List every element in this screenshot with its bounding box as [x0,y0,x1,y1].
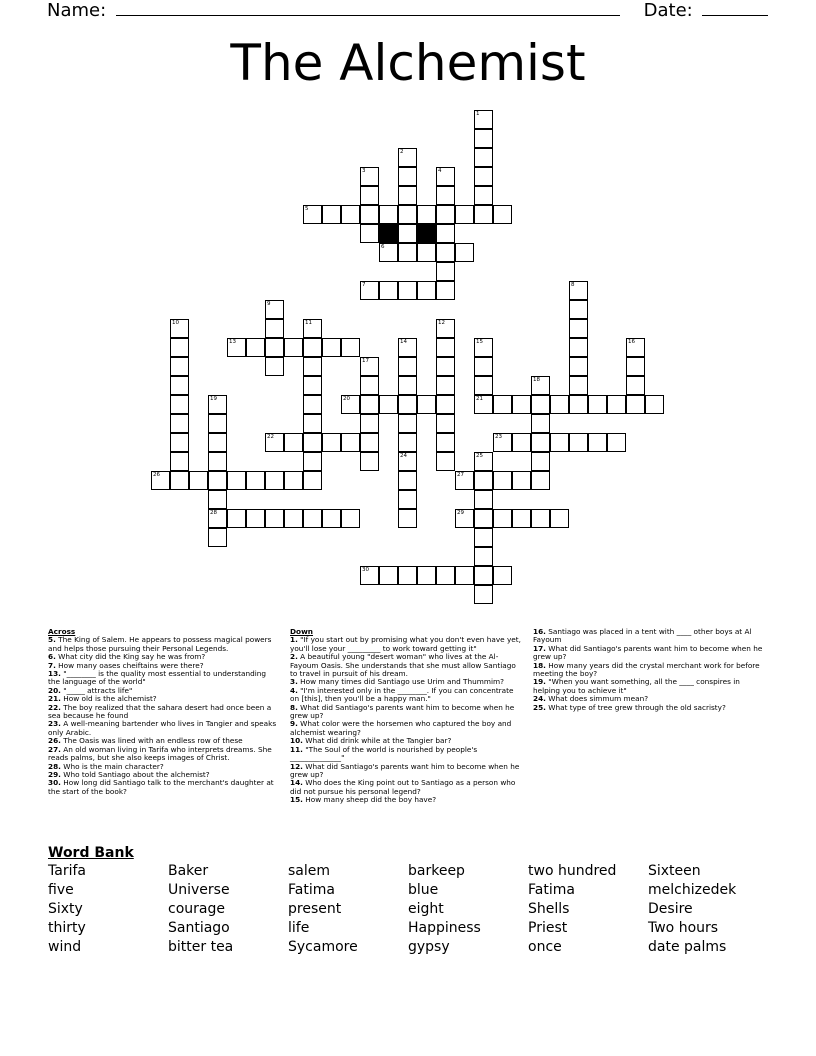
grid-cell[interactable] [303,414,322,433]
grid-cell[interactable] [569,433,588,452]
clue-number-label: 19. [533,677,546,687]
clue-text: How many years did the crystal merchant work for before meeting the boy? [533,660,760,679]
grid-cell[interactable] [227,471,246,490]
grid-cell[interactable] [398,490,417,509]
grid-cell[interactable] [474,357,493,376]
word-bank-item: two hundred [528,863,617,879]
clue-text: "If you start out by promising what you don't even have yet, you'll lose your _________ to work toward getting it" [290,635,521,653]
word-bank-item: Happiness [408,920,481,936]
grid-cell[interactable] [474,167,493,186]
clue-number-label: 22. [48,702,61,712]
clue-item [48,720,280,737]
grid-cell[interactable] [341,338,360,357]
clue-text: What did Santiago's parents want him to become when he grew up? [290,761,520,779]
grid-cell[interactable] [360,224,379,243]
word-bank-item: Sycamore [288,939,358,955]
grid-cell[interactable] [379,205,398,224]
clue-number: 19 [210,396,217,402]
grid-cell[interactable] [417,243,436,262]
clue-text: What city did the King say he was from? [55,652,206,662]
clue-text: Who is the main character? [60,761,164,771]
grid-cell[interactable] [436,281,455,300]
grid-cell[interactable] [265,509,284,528]
clue-text: How many sheep did the boy have? [302,795,437,805]
clue-number: 17 [362,358,369,364]
grid-cell[interactable] [474,129,493,148]
grid-cell[interactable] [265,338,284,357]
clue-number: 21 [476,396,483,402]
clue-number: 8 [571,282,575,288]
grid-cell[interactable] [436,205,455,224]
grid-cell[interactable] [417,395,436,414]
clue-number: 6 [381,244,385,250]
word-bank-item: Desire [648,901,693,917]
clue-item [533,704,765,712]
grid-cell[interactable] [493,395,512,414]
clue-number: 7 [362,282,366,288]
grid-cell[interactable] [360,376,379,395]
grid-cell[interactable] [531,395,550,414]
grid-cell[interactable] [474,471,493,490]
clue-number-label: 23. [48,719,61,729]
grid-cell[interactable] [436,452,455,471]
clue-text: "_____ attracts life" [60,685,133,695]
word-bank-item: Baker [168,863,209,879]
grid-cell[interactable] [436,262,455,281]
grid-cell[interactable] [493,509,512,528]
clue-number: 2 [400,149,404,155]
clue-number-label: 30. [48,778,61,788]
grid-cell[interactable] [322,338,341,357]
grid-cell[interactable] [398,205,417,224]
word-bank-item: once [528,939,562,955]
grid-cell[interactable] [170,452,189,471]
grid-cell[interactable] [474,528,493,547]
clue-number: 13 [229,339,236,345]
word-bank-item: Tarifa [48,863,86,879]
grid-cell[interactable] [284,433,303,452]
grid-cell[interactable] [474,547,493,566]
grid-cell[interactable] [170,471,189,490]
clue-number: 5 [305,206,309,212]
grid-cell[interactable] [246,509,265,528]
clue-text: What type of tree grew through the old sacristy? [545,702,726,712]
grid-cell[interactable] [531,414,550,433]
clue-number: 1 [476,111,480,117]
grid-cell[interactable] [531,433,550,452]
grid-cell[interactable] [303,433,322,452]
clue-number-label: 4. [290,685,298,695]
clue-number-label: 29. [48,769,61,779]
word-bank-item: barkeep [408,863,465,879]
grid-cell[interactable] [474,376,493,395]
grid-cell[interactable] [436,243,455,262]
clue-item [290,796,522,804]
word-bank-item: wind [48,939,82,955]
grid-cell[interactable] [588,395,607,414]
word-bank-item: blue [408,882,439,898]
word-bank-item: gypsy [408,939,450,955]
grid-cell[interactable] [474,585,493,604]
grid-cell-black [417,224,436,243]
clue-number: 28 [210,510,217,516]
word-bank-item: Fatima [528,882,575,898]
clue-number-label: 13. [48,669,61,679]
clue-number-label: 14. [290,778,303,788]
grid-cell[interactable] [265,319,284,338]
clue-text: A well-meaning bartender who lives in Tangier and speaks only Arabic. [48,719,277,737]
clue-item [48,670,280,687]
grid-cell[interactable] [398,376,417,395]
grid-cell[interactable] [569,319,588,338]
grid-cell[interactable] [303,395,322,414]
clue-item [290,746,522,763]
grid-cell[interactable] [303,509,322,528]
word-bank-item: Sixty [48,901,83,917]
clue-number-label: 15. [290,795,303,805]
grid-cell[interactable] [398,566,417,585]
grid-cell[interactable] [493,566,512,585]
grid-cell[interactable] [626,376,645,395]
clue-number-label: 26. [48,736,61,746]
grid-cell[interactable] [398,471,417,490]
grid-cell[interactable] [170,395,189,414]
clue-text: What did Santiago's parents want him to become when he grew up? [290,702,515,721]
word-bank-item: Priest [528,920,568,936]
clue-text: The King of Salem. He appears to possess magical powers and helps those pursuing their Personal Legends. [48,635,272,653]
down-clues-continued [533,628,765,712]
clue-text: How many times did Santiago use Urim and Thummim? [297,677,504,687]
grid-cell[interactable] [588,433,607,452]
grid-cell[interactable] [303,338,322,357]
grid-cell[interactable] [645,395,664,414]
clue-text: The boy realized that the sahara desert had once been a sea because he found [48,702,272,721]
grid-cell[interactable] [303,471,322,490]
clue-number-label: 7. [48,660,56,670]
word-bank-item: Sixteen [648,863,701,879]
grid-cell[interactable] [208,433,227,452]
clue-text: A beautiful young "desert woman" who lives at the Al-Fayoum Oasis. She understands that she must allow Santiago to travel in pursuit of his dream. [290,652,516,679]
grid-cell[interactable] [341,433,360,452]
clue-item [290,704,522,721]
across-clues [48,628,280,796]
grid-cell[interactable] [360,433,379,452]
clue-number: 3 [362,168,366,174]
clue-number-label: 28. [48,761,61,771]
grid-cell[interactable] [531,471,550,490]
grid-cell[interactable] [322,433,341,452]
grid-cell[interactable] [474,205,493,224]
grid-cell[interactable] [493,471,512,490]
clue-number: 14 [400,339,407,345]
clue-number: 15 [476,339,483,345]
clue-number-label: 11. [290,744,303,754]
grid-cell[interactable] [569,376,588,395]
clue-item [290,653,522,678]
clue-text: "When you want something, all the ____ conspires in helping you to achieve it" [533,677,740,695]
grid-cell[interactable] [550,395,569,414]
clue-number-label: 16. [533,627,546,636]
grid-cell[interactable] [189,471,208,490]
clue-text: How long did Santiago talk to the merchant's daughter at the start of the book? [48,778,274,796]
grid-cell-black [379,224,398,243]
grid-cell[interactable] [607,395,626,414]
clue-text: Who does the King point out to Santiago as a person who did not pursue his personal legend? [290,778,516,796]
clue-number-label: 10. [290,736,303,746]
clue-number-label: 21. [48,694,61,704]
down-heading: Down [290,627,314,636]
clue-number: 18 [533,377,540,383]
word-bank-item: melchizedek [648,882,737,898]
page-title: The Alchemist [230,34,586,92]
clue-number-label: 1. [290,635,298,645]
grid-cell[interactable] [512,433,531,452]
grid-cell[interactable] [436,186,455,205]
grid-cell[interactable] [550,509,569,528]
clue-item [290,779,522,796]
clue-number-label: 9. [290,719,298,729]
grid-cell[interactable] [436,566,455,585]
grid-cell[interactable] [360,205,379,224]
grid-cell[interactable] [360,452,379,471]
grid-cell[interactable] [246,338,265,357]
grid-cell[interactable] [208,528,227,547]
word-bank-item: Santiago [168,920,230,936]
clue-number-label: 12. [290,761,303,771]
clue-number-label: 18. [533,660,546,670]
grid-cell[interactable] [436,433,455,452]
grid-cell[interactable] [208,452,227,471]
clue-number: 26 [153,472,160,478]
clue-number: 30 [362,567,369,573]
grid-cell[interactable] [170,414,189,433]
grid-cell[interactable] [398,243,417,262]
grid-cell[interactable] [379,281,398,300]
clue-text: What does simmum mean? [545,694,649,704]
clue-number-label: 8. [290,702,298,712]
grid-cell[interactable] [436,224,455,243]
clue-text: What did Santiago's parents want him to become when he grew up? [533,643,763,662]
grid-cell[interactable] [474,490,493,509]
name-label: Name: [47,0,107,21]
clue-text: "The Soul of the world is nourished by people's ______________" [290,744,478,763]
clue-number: 27 [457,472,464,478]
clue-number: 9 [267,301,271,307]
clue-text: How many oases cheiftains were there? [55,660,204,670]
clue-text: Santiago was placed in a tent with ____ other boys at Al Fayoum [533,627,752,645]
clue-item [48,746,280,763]
grid-cell[interactable] [569,395,588,414]
grid-cell[interactable] [474,509,493,528]
clue-number-label: 20. [48,685,61,695]
grid-cell[interactable] [417,281,436,300]
grid-cell[interactable] [398,224,417,243]
clue-text: An old woman living in Tarifa who interprets dreams. She reads palms, but she also keeps images of Christ. [48,744,272,763]
grid-cell[interactable] [303,452,322,471]
grid-cell[interactable] [436,338,455,357]
clue-number: 11 [305,320,312,326]
grid-cell[interactable] [322,509,341,528]
clue-item [290,763,522,780]
grid-cell[interactable] [474,186,493,205]
grid-cell[interactable] [436,357,455,376]
clue-text: What did drink while at the Tangier bar? [302,736,452,746]
clue-item [533,678,765,695]
grid-cell[interactable] [303,357,322,376]
grid-cell[interactable] [341,509,360,528]
date-label: Date: [643,0,693,21]
clue-item [533,628,765,645]
grid-cell[interactable] [170,357,189,376]
word-bank-item: present [288,901,342,917]
grid-cell[interactable] [626,395,645,414]
clue-number: 4 [438,168,442,174]
clue-text: How old is the alchemist? [60,694,157,704]
word-bank-item: date palms [648,939,727,955]
grid-cell[interactable] [398,186,417,205]
across-heading: Across [48,627,76,636]
grid-cell[interactable] [360,395,379,414]
clue-number-label: 25. [533,702,546,712]
grid-cell[interactable] [455,243,474,262]
grid-cell[interactable] [379,395,398,414]
grid-cell[interactable] [474,566,493,585]
clue-number-label: 2. [290,652,298,662]
grid-cell[interactable] [607,433,626,452]
clue-number-label: 24. [533,694,546,704]
grid-cell[interactable] [417,205,436,224]
grid-cell[interactable] [322,205,341,224]
clue-number: 23 [495,434,502,440]
grid-cell[interactable] [626,357,645,376]
grid-cell[interactable] [398,414,417,433]
clue-item [290,687,522,704]
clue-number: 25 [476,453,483,459]
grid-cell[interactable] [265,357,284,376]
grid-cell[interactable] [208,414,227,433]
grid-cell[interactable] [512,509,531,528]
clue-number-label: 27. [48,744,61,754]
clue-item [290,720,522,737]
grid-cell[interactable] [474,148,493,167]
clue-number: 24 [400,453,407,459]
clue-number: 29 [457,510,464,516]
word-bank-item: life [288,920,310,936]
clue-number: 12 [438,320,445,326]
grid-cell[interactable] [417,566,436,585]
grid-cell[interactable] [170,433,189,452]
grid-cell[interactable] [398,281,417,300]
down-clues [290,628,522,805]
clue-number: 10 [172,320,179,326]
clue-number-label: 17. [533,643,546,653]
grid-cell[interactable] [569,357,588,376]
clue-text: "I'm interested only in the ________. If you can concentrate on [this], then you'll be a happy man." [290,685,514,704]
grid-cell[interactable] [265,471,284,490]
grid-cell[interactable] [455,566,474,585]
grid-cell[interactable] [284,509,303,528]
grid-cell[interactable] [512,395,531,414]
grid-cell[interactable] [569,300,588,319]
word-bank-title: Word Bank [48,845,134,861]
grid-cell[interactable] [284,338,303,357]
grid-cell[interactable] [208,471,227,490]
grid-cell[interactable] [360,186,379,205]
grid-cell[interactable] [512,471,531,490]
clue-text: The Oasis was lined with an endless row of these [60,736,243,746]
clue-number: 16 [628,339,635,345]
clue-item [48,779,280,796]
clue-item [48,704,280,721]
grid-cell[interactable] [227,509,246,528]
grid-cell[interactable] [170,376,189,395]
grid-cell[interactable] [531,509,550,528]
grid-cell[interactable] [569,338,588,357]
grid-cell[interactable] [246,471,265,490]
grid-cell[interactable] [455,205,474,224]
grid-cell[interactable] [170,338,189,357]
clue-item [48,636,280,653]
grid-cell[interactable] [303,376,322,395]
grid-cell[interactable] [284,471,303,490]
word-bank-item: bitter tea [168,939,234,955]
word-bank-item: Shells [528,901,570,917]
grid-cell[interactable] [341,205,360,224]
grid-cell[interactable] [208,490,227,509]
grid-cell[interactable] [436,395,455,414]
grid-cell[interactable] [398,433,417,452]
grid-cell[interactable] [493,205,512,224]
grid-cell[interactable] [436,414,455,433]
clue-text: "________ is the quality most essential to understanding the language of the world" [48,669,267,687]
clue-number-label: 6. [48,652,56,662]
word-bank-item: salem [288,863,331,879]
word-bank-item: Universe [168,882,230,898]
clue-number: 22 [267,434,274,440]
grid-cell[interactable] [398,509,417,528]
word-bank-item: thirty [48,920,86,936]
grid-cell[interactable] [531,452,550,471]
clue-item [290,636,522,653]
grid-cell[interactable] [436,376,455,395]
clue-number-label: 3. [290,677,298,687]
clue-item [533,645,765,662]
clue-text: Who told Santiago about the alchemist? [60,769,210,779]
word-bank-item: courage [168,901,225,917]
clue-item [533,662,765,679]
grid-cell[interactable] [379,566,398,585]
clue-number-label: 5. [48,635,56,645]
word-bank-item: eight [408,901,444,917]
word-bank-item: Fatima [288,882,335,898]
word-bank-item: five [48,882,74,898]
grid-cell[interactable] [398,167,417,186]
clue-number: 20 [343,396,350,402]
word-bank-item: Two hours [648,920,719,936]
grid-cell[interactable] [398,395,417,414]
grid-cell[interactable] [550,433,569,452]
grid-cell[interactable] [398,357,417,376]
grid-cell[interactable] [360,414,379,433]
clue-text: What color were the horsemen who captured the boy and alchemist wearing? [290,719,512,737]
